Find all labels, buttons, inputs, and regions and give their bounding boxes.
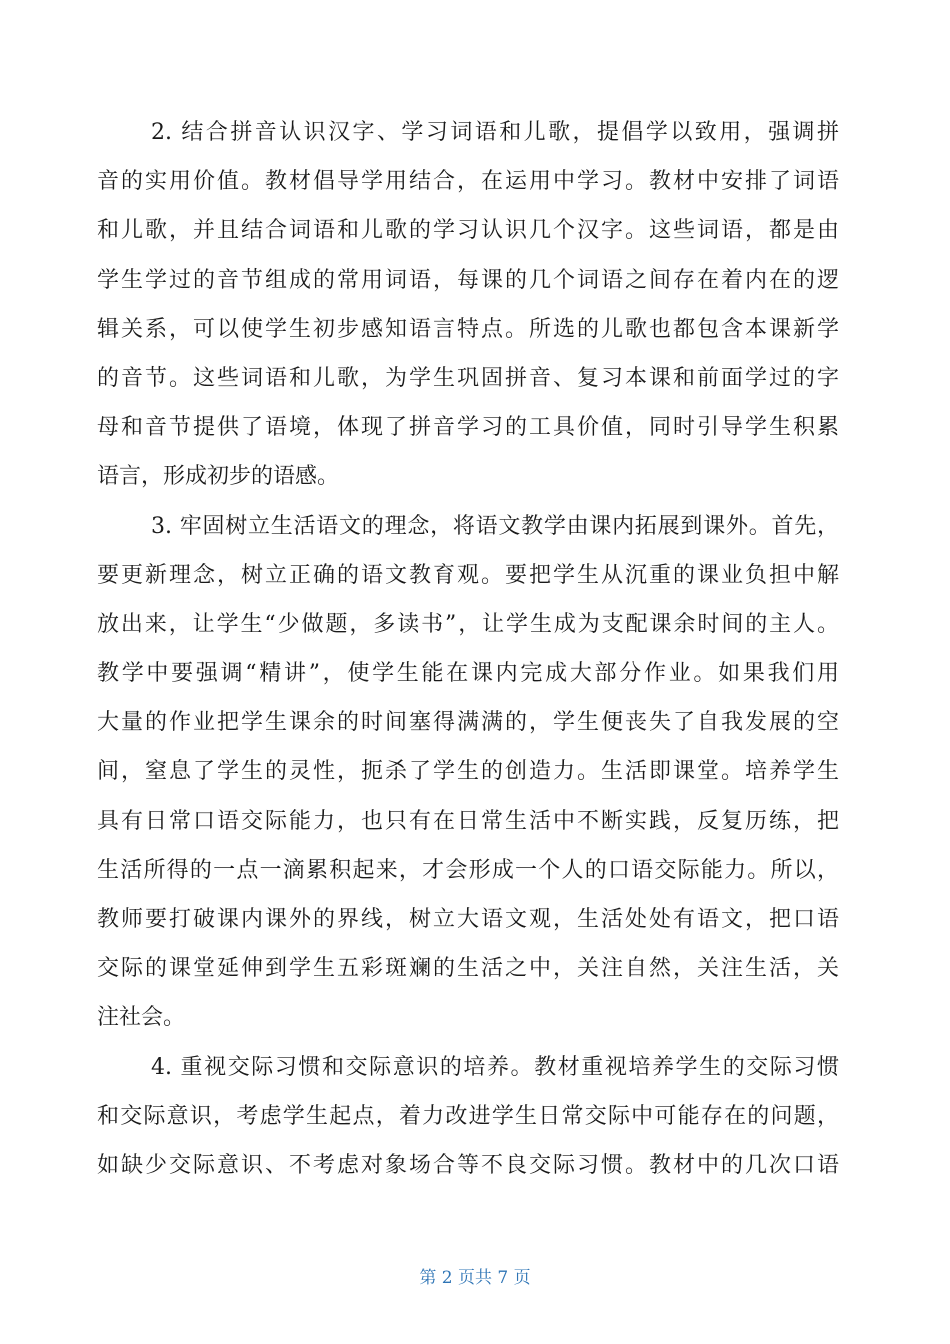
- text-line: 辑关系，可以使学生初步感知语言特点。所选的儿歌也都包含本课新学: [97, 316, 839, 342]
- text-line: 母和音节提供了语境，体现了拼音学习的工具价值，同时引导学生积累: [97, 415, 839, 441]
- page-number-footer: 第 2 页共 7 页: [419, 1268, 531, 1288]
- text-line: 教师要打破课内课外的界线，树立大语文观，生活处处有语文，把口语: [97, 907, 839, 932]
- text-line: 间，窒息了学生的灵性，扼杀了学生的创造力。生活即课堂。培养学生: [97, 759, 839, 785]
- text-line: 具有日常口语交际能力，也只有在日常生活中不断实践，反复历练，把: [97, 808, 839, 834]
- document-body: [97, 108, 839, 1190]
- text-line: 要更新理念，树立正确的语文教育观。要把学生从沉重的课业负担中解: [97, 562, 839, 588]
- paragraph-3: [97, 502, 839, 1043]
- text-line: 如缺少交际意识、不考虑对象场合等不良交际习惯。教材中的几次口语: [97, 1152, 839, 1178]
- text-line: 和交际意识，考虑学生起点，着力改进学生日常交际中可能存在的问题，: [97, 1103, 839, 1129]
- paragraph-2: [97, 108, 839, 502]
- text-line: 3. 牢固树立生活语文的理念，将语文教学由课内拓展到课外。首先，: [151, 513, 839, 539]
- text-line: 4. 重视交际习惯和交际意识的培养。教材重视培养学生的交际习惯: [151, 1054, 839, 1080]
- text-line: 的音节。这些词语和儿歌，为学生巩固拼音、复习本课和前面学过的字: [97, 365, 839, 391]
- text-line: 2. 结合拼音认识汉字、学习词语和儿歌，提倡学以致用，强调拼: [151, 120, 839, 145]
- text-line: 交际的课堂延伸到学生五彩斑斓的生活之中，关注自然，关注生活，关: [97, 956, 839, 982]
- text-line: 音的实用价值。教材倡导学用结合，在运用中学习。教材中安排了词语: [97, 169, 839, 195]
- text-line: 放出来，让学生“少做题，多读书”，让学生成为支配课余时间的主人。: [97, 611, 839, 637]
- text-line: 语言，形成初步的语感。: [97, 464, 340, 490]
- text-line: 学生学过的音节组成的常用词语，每课的几个词语之间存在着内在的逻: [97, 267, 839, 293]
- paragraph-4: [97, 1043, 839, 1191]
- text-line: 和儿歌，并且结合词语和儿歌的学习认识几个汉字。这些词语，都是由: [97, 218, 839, 244]
- text-line: 大量的作业把学生课余的时间塞得满满的，学生便丧失了自我发展的空: [97, 710, 839, 736]
- text-line: 注社会。: [97, 1005, 186, 1031]
- text-line: 教学中要强调“精讲”，使学生能在课内完成大部分作业。如果我们用: [97, 661, 839, 687]
- text-line: 生活所得的一点一滴累积起来，才会形成一个人的口语交际能力。所以，: [97, 857, 839, 883]
